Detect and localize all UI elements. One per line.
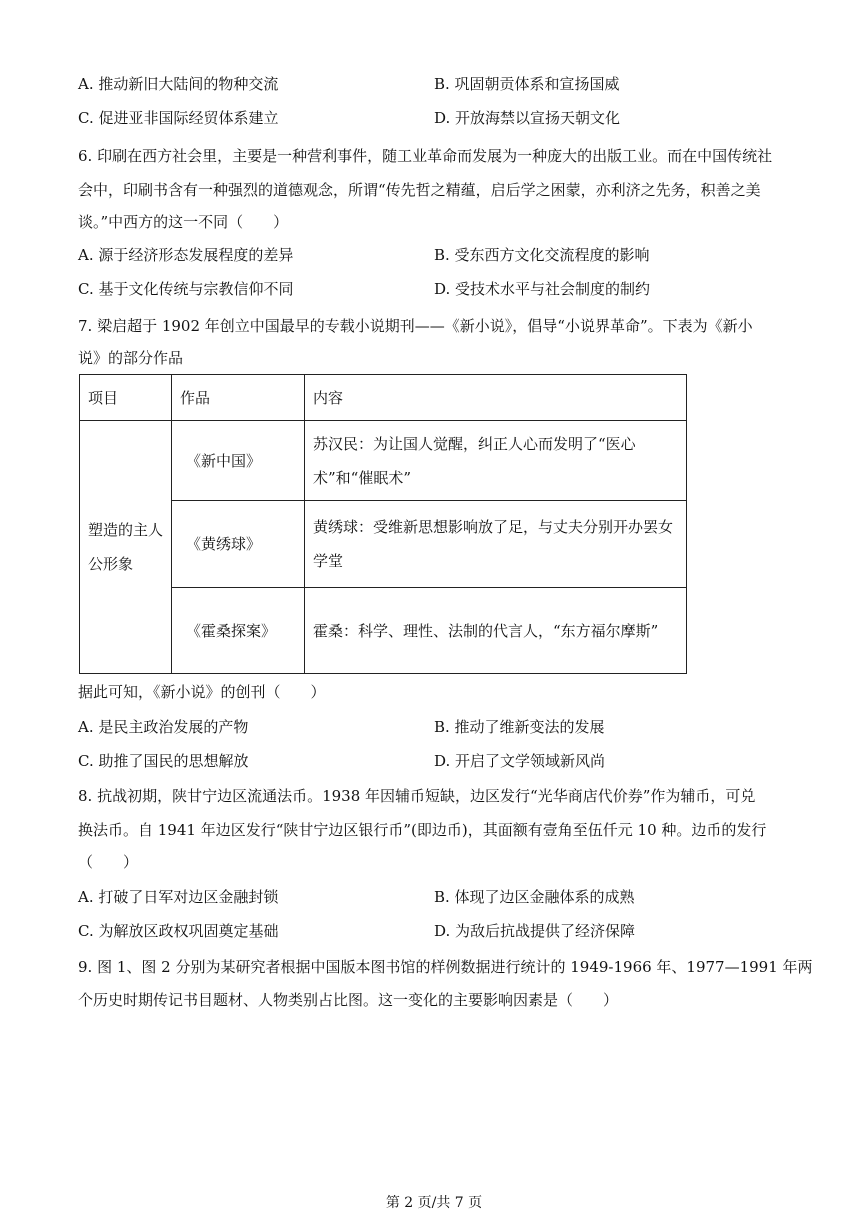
q7-stem-line-2: 说》的部分作品 — [78, 349, 184, 367]
page-footer: 第 2 页/共 7 页 — [385, 1195, 483, 1211]
q6-stem-line-2: 会中，印刷书含有一种强烈的道德观念，所谓“传先哲之精蕴，启后学之困蒙，亦利济之先务，积善之美 — [78, 181, 761, 199]
table-row — [80, 501, 687, 588]
table-content-cell: 苏汉民：为让国人觉醒，纠正人心而发明了“医心术”和“催眠术” — [305, 421, 687, 501]
q6-option-c: C. 基于文化传统与宗教信仰不同 — [78, 280, 294, 298]
q8-option-a: A. 打破了日军对边区金融封锁 — [78, 888, 279, 906]
q5-option-a: A. 推动新旧大陆间的物种交流 — [78, 75, 279, 93]
table-header-item: 项目 — [80, 375, 172, 421]
q6-stem-line-3: 谈。”中西方的这一不同（ ） — [78, 213, 289, 231]
q8-option-c: C. 为解放区政权巩固奠定基础 — [78, 922, 279, 940]
novel-works-table — [79, 374, 687, 674]
table-row — [80, 421, 687, 501]
q6-option-a: A. 源于经济形态发展程度的差异 — [78, 246, 294, 264]
q8-stem-line-2: 换法币。自 1941 年边区发行“陕甘宁边区银行币”(即边币)，其面额有壹角至伍仟元 10 种。边币的发行 — [78, 821, 767, 839]
q7-stem-line-1: 7. 梁启超于 1902 年创立中国最早的专载小说期刊——《新小说》，倡导“小说界革命”。下表为《新小 — [78, 317, 753, 335]
q6-stem-line-1: 6. 印刷在西方社会里，主要是一种营利事件，随工业革命而发展为一种庞大的出版工业。而在中国传统社 — [78, 147, 773, 165]
table-header-row — [80, 375, 687, 421]
q8-option-d: D. 为敌后抗战提供了经济保障 — [434, 922, 636, 940]
q8-stem-line-1: 8. 抗战初期，陕甘宁边区流通法币。1938 年因辅币短缺，边区发行“光华商店代价券”作为辅币，可兑 — [78, 787, 756, 805]
q7-option-b: B. 推动了维新变法的发展 — [434, 718, 605, 736]
q7-option-c: C. 助推了国民的思想解放 — [78, 752, 249, 770]
q7-option-a: A. 是民主政治发展的产物 — [78, 718, 249, 736]
q9-stem-line-1: 9. 图 1、图 2 分别为某研究者根据中国版本图书馆的样例数据进行统计的 1949-1966 年、1977—1991 年两 — [78, 958, 813, 976]
q5-option-b: B. 巩固朝贡体系和宣扬国威 — [434, 75, 620, 93]
q5-option-d: D. 开放海禁以宣扬天朝文化 — [434, 109, 621, 127]
table-content-cell: 黄绣球：受维新思想影响放了足，与丈夫分别开办罢女学堂 — [305, 501, 687, 588]
q8-option-b: B. 体现了边区金融体系的成熟 — [434, 888, 635, 906]
table-category-cell: 塑造的主人公形象 — [80, 421, 172, 674]
q6-option-b: B. 受东西方文化交流程度的影响 — [434, 246, 650, 264]
q8-stem-line-3: （ ） — [78, 853, 139, 871]
q5-option-c: C. 促进亚非国际经贸体系建立 — [78, 109, 279, 127]
table-work-cell: 《霍桑探案》 — [172, 588, 305, 674]
q7-stem-after-table: 据此可知，《新小说》的创刊（ ） — [78, 683, 326, 701]
table-work-cell: 《新中国》 — [172, 421, 305, 501]
q6-option-d: D. 受技术水平与社会制度的制约 — [434, 280, 651, 298]
table-header-content: 内容 — [305, 375, 687, 421]
table-header-work: 作品 — [172, 375, 305, 421]
table-row — [80, 588, 687, 674]
table-content-cell: 霍桑：科学、理性、法制的代言人，“东方福尔摩斯” — [305, 588, 687, 674]
q7-option-d: D. 开启了文学领域新风尚 — [434, 752, 606, 770]
table-work-cell: 《黄绣球》 — [172, 501, 305, 588]
q9-stem-line-2: 个历史时期传记书目题材、人物类别占比图。这一变化的主要影响因素是（ ） — [78, 991, 619, 1009]
